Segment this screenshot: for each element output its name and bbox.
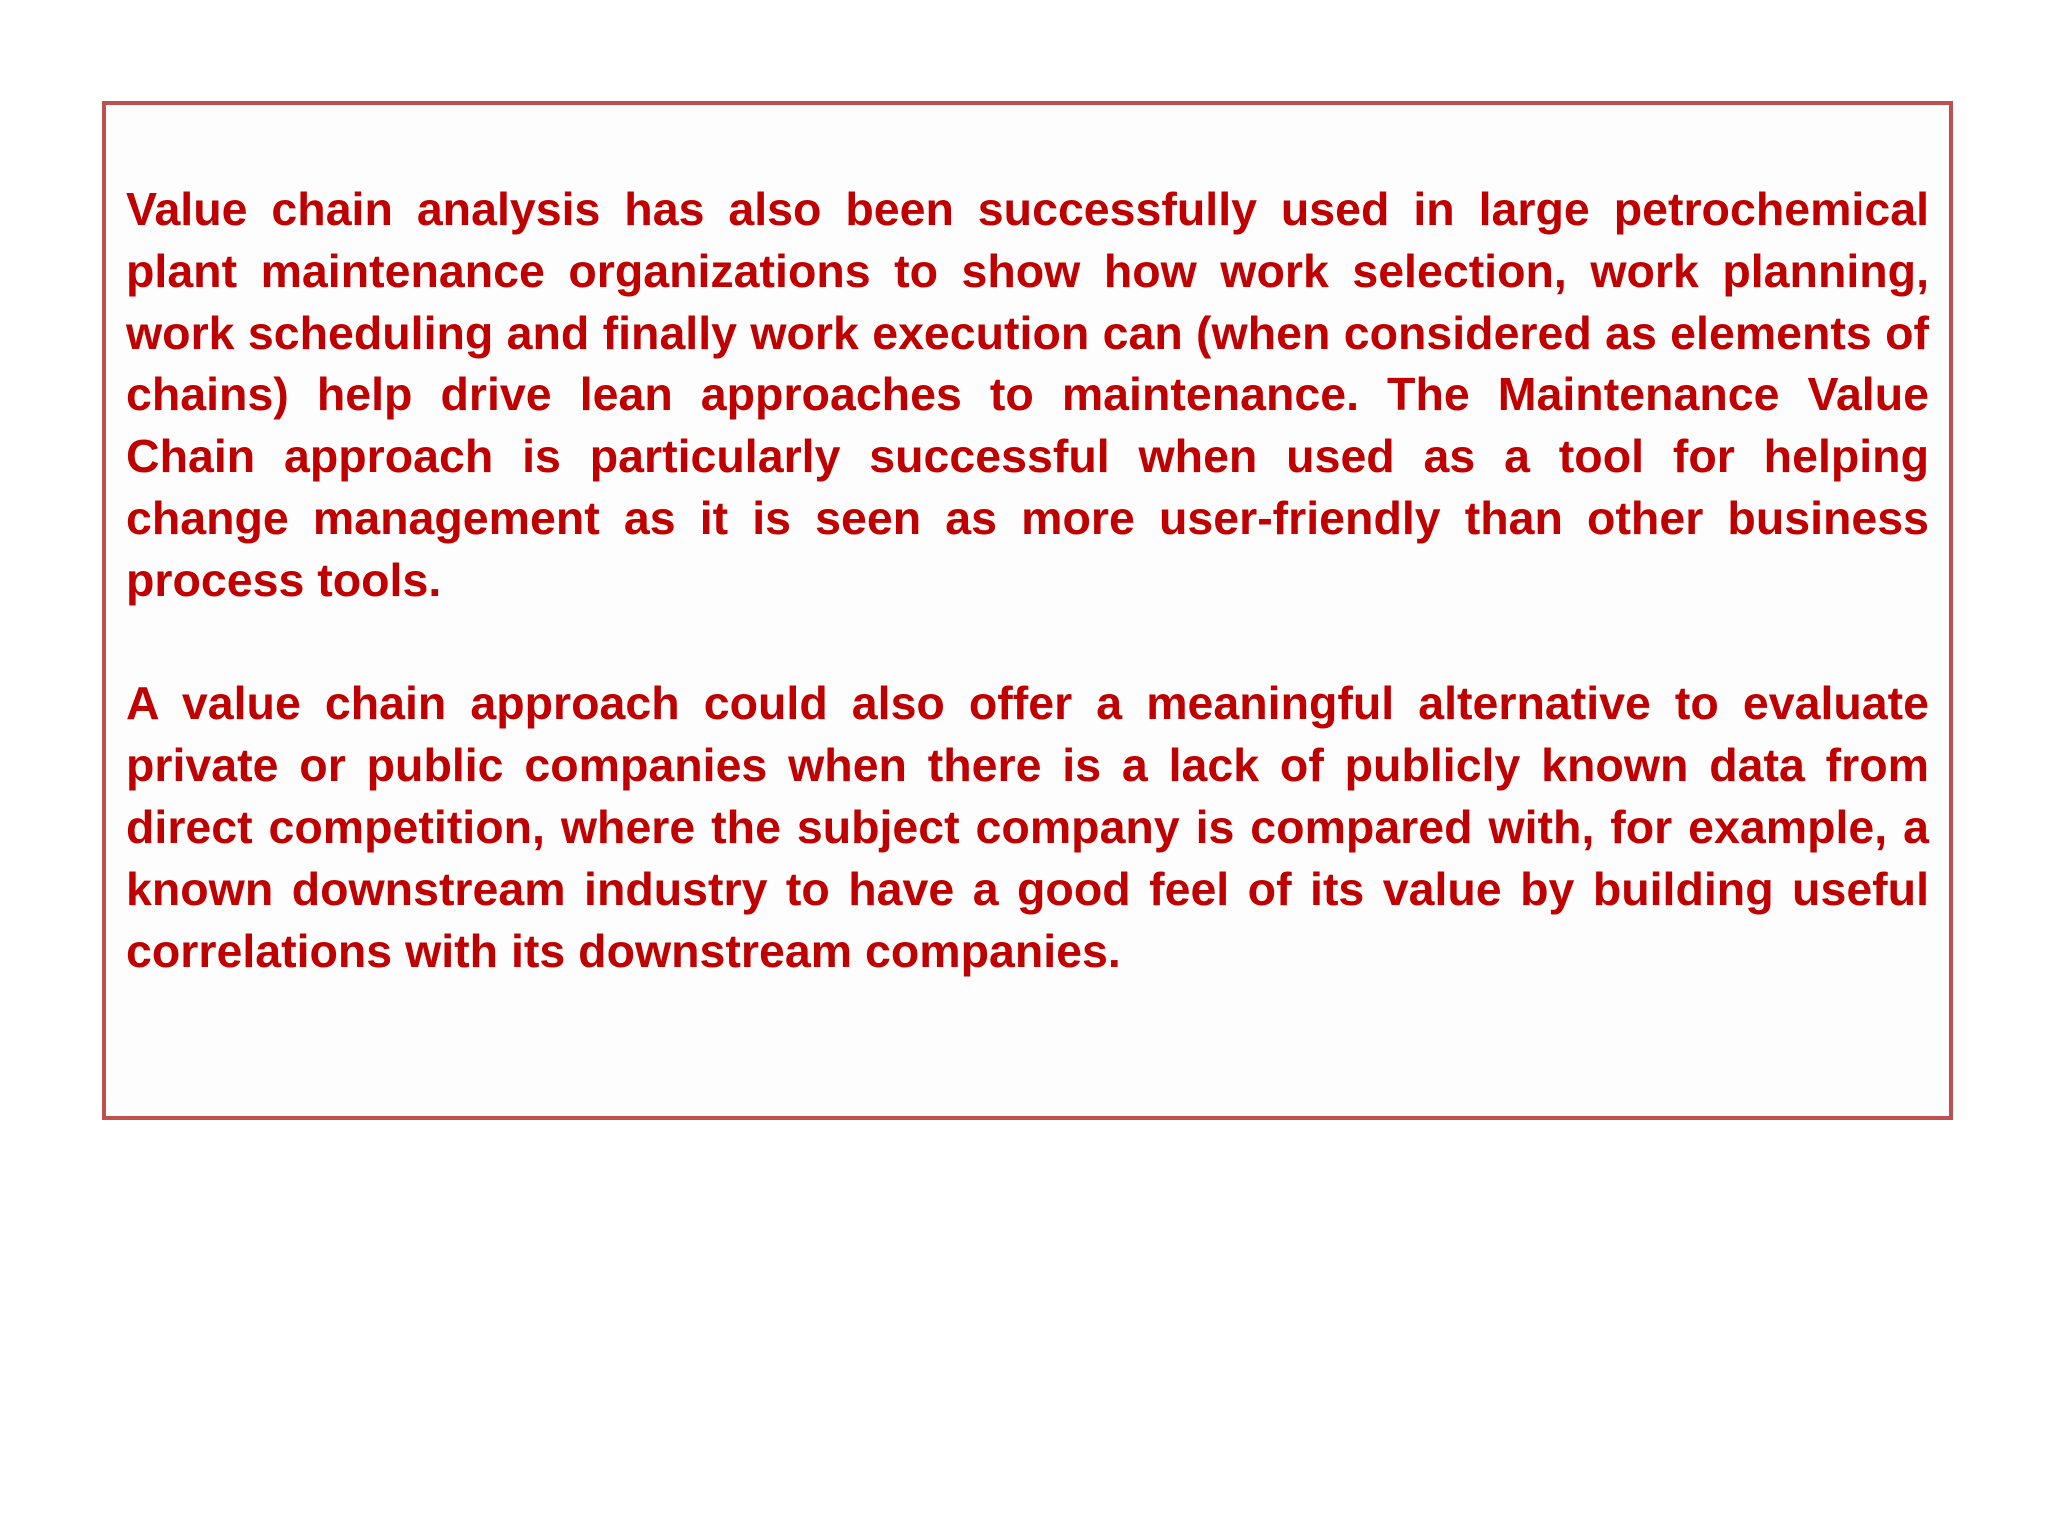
paragraph-value-chain-evaluation: A value chain approach could also offer a meaningful alternative to evaluate private or public companies when there is a lack of publicly known data from direct competition, where the subject company is compared with, for example, a known downstream industry to have a good feel of its value by building useful correlations with its downstream companies. [126, 677, 1929, 977]
text-box [102, 101, 1953, 1120]
paragraph-value-chain-maintenance: Value chain analysis has also been successfully used in large petrochemical plant maintenance organizations to show how work selection, work planning, work scheduling and finally work execution can (when considered as elements of chains) help drive lean approaches to maintenance. The Maintenance Value Chain approach is particularly successful when used as a tool for helping change management as it is seen as more user-friendly than other business process tools. [126, 183, 1929, 606]
